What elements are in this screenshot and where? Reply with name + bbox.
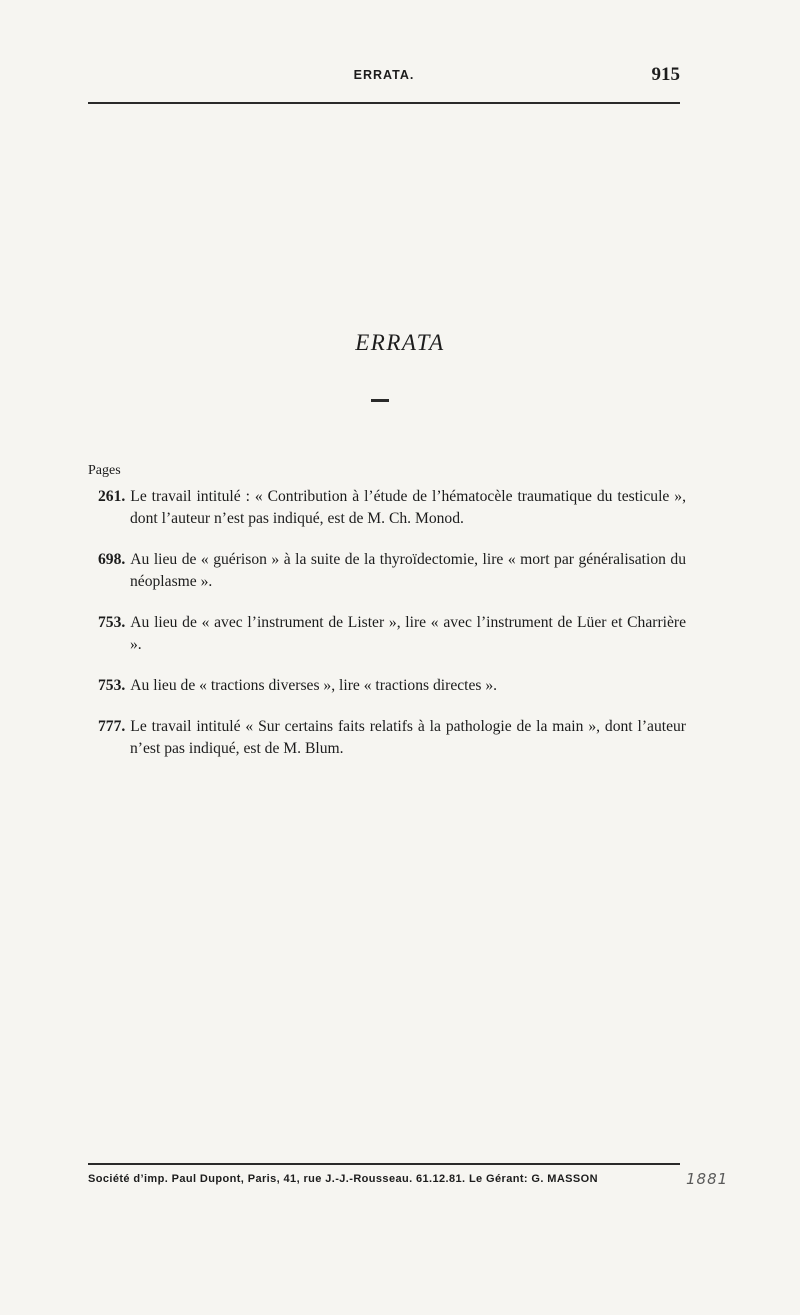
page-number: 915 bbox=[651, 64, 680, 85]
entry-page-number: 698. bbox=[98, 551, 126, 568]
entry-text: Le travail intitulé « Sur certains faits relatifs à la pathologie de la main », dont l’auteur n’est pas indiqué, est de M. Blum. bbox=[130, 718, 686, 757]
handwritten-note: 1881 bbox=[686, 1170, 729, 1188]
errata-list bbox=[98, 486, 686, 779]
footer-rule bbox=[88, 1163, 680, 1165]
entry-page-number: 753. bbox=[98, 614, 126, 631]
header-rule bbox=[88, 102, 680, 104]
entry-page-number: 753. bbox=[98, 677, 126, 694]
page-title: ERRATA bbox=[355, 330, 445, 355]
entry-text: Au lieu de « avec l’instrument de Lister », lire « avec l’instrument de Lüer et Charrière ». bbox=[130, 614, 686, 653]
entry-text: Au lieu de « guérison » à la suite de la thyroïdectomie, lire « mort par généralisation du néoplasme ». bbox=[130, 551, 686, 590]
errata-entry bbox=[98, 716, 686, 760]
errata-entry bbox=[98, 549, 686, 593]
entry-page-number: 777. bbox=[98, 718, 126, 735]
printer-imprint: Société d’imp. Paul Dupont, Paris, 41, rue J.-J.-Rousseau. 61.12.81. Le Gérant: G. MASSON bbox=[88, 1173, 598, 1185]
pages-label: Pages bbox=[88, 463, 121, 478]
running-title: ERRATA. bbox=[353, 68, 415, 82]
errata-entry bbox=[98, 675, 686, 697]
entry-text: Le travail intitulé : « Contribution à l’étude de l’hématocèle traumatique du testicule », dont l’auteur n’est pas indiqué, est de M. Ch. Monod. bbox=[130, 488, 686, 527]
entry-page-number: 261. bbox=[98, 488, 126, 505]
entry-text: Au lieu de « tractions diverses », lire « tractions directes ». bbox=[130, 677, 498, 694]
errata-entry bbox=[98, 486, 686, 530]
running-header bbox=[88, 62, 680, 92]
errata-entry bbox=[98, 612, 686, 656]
title-dash bbox=[371, 399, 389, 402]
